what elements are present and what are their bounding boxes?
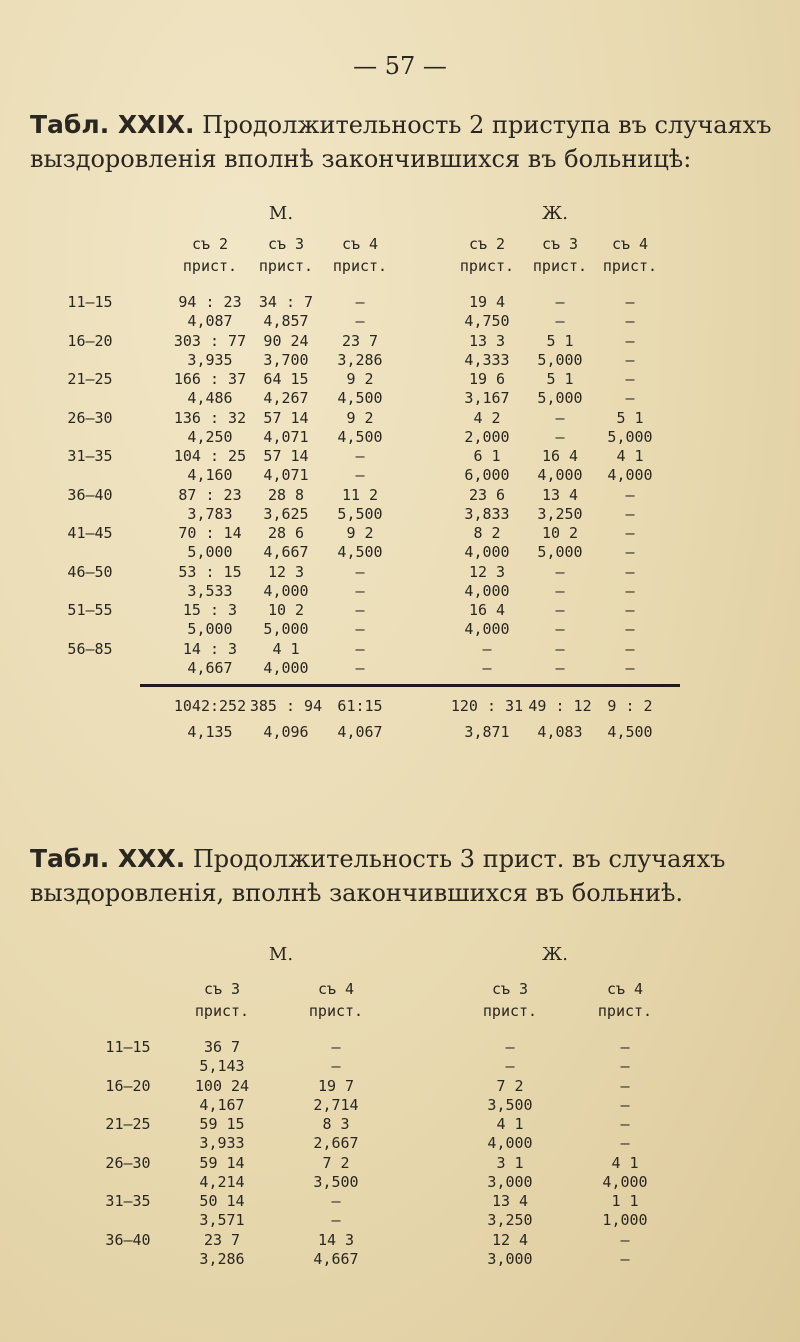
table-cell: — [355,466,365,484]
table-cell: 4,750 [464,312,510,330]
table-cell: 3,167 [464,389,510,407]
table-cell: 5,000 [263,620,309,638]
table-cell: 57 14 [263,408,309,427]
table-cell: 5,000 [537,543,583,561]
table-cell: 5,143 [199,1057,245,1075]
table-cell: — [620,1230,630,1249]
table-cell: 3,700 [263,350,309,369]
table-cell: 3,571 [199,1211,245,1229]
table-cell: — [620,1038,630,1056]
age-group-label: 51—55 [67,601,113,619]
table-cell: 4 2 [473,408,501,427]
table-cell: 4,087 [187,312,233,330]
table-cell: 4,000 [263,658,309,677]
total-cell: 61:15 [337,697,383,715]
table-cell: 3,250 [537,504,583,523]
table-cell: 36 7 [203,1038,241,1056]
table-cell: 23 7 [203,1230,241,1249]
column-header: прист. [194,1002,250,1020]
table-cell: 12 4 [491,1230,529,1249]
column-header: прист. [332,257,388,275]
table-cell: 53 : 15 [178,562,242,581]
table29-heading [30,108,790,176]
page-number: — 57 — [353,52,447,80]
table-cell: 5 1 [546,370,574,388]
table-cell: — [620,1134,630,1152]
table-cell: — [355,639,365,658]
table-cell: 4,667 [187,658,233,677]
table-cell: 64 15 [263,370,309,388]
table-cell: 6 1 [473,447,501,465]
column-header: съ 3 [491,980,529,998]
table-cell: 4,267 [263,389,309,407]
column-header: съ 4 [317,980,355,998]
table-cell: 4,667 [313,1249,359,1268]
table-cell: 4 1 [496,1115,524,1133]
table-cell: 4,857 [263,312,309,330]
average-cell: 4,500 [607,723,653,741]
table-cell: — [355,601,365,619]
table-cell: — [620,1115,630,1133]
table-cell: — [331,1211,341,1229]
table-cell: 28 6 [267,524,305,542]
table-cell: 28 8 [267,485,305,504]
table-cell: 23 7 [341,331,379,350]
table30-heading [30,842,790,910]
table-cell: 5 1 [546,331,574,350]
column-header: съ 3 [267,235,305,253]
table-cell: 5,500 [337,504,383,523]
table-cell: 12 3 [468,562,506,581]
table-cell: — [555,639,565,658]
table-cell: 34 : 7 [258,293,314,311]
table-cell: — [331,1038,341,1056]
table-cell: 4,071 [263,427,309,446]
table-cell: — [620,1249,630,1268]
table-cell: 8 3 [322,1115,350,1133]
table-cell: — [555,293,565,311]
age-group-label: 21—25 [67,370,113,388]
table-cell: 5,000 [537,350,583,369]
table-cell: — [355,293,365,311]
total-cell: 1042:252 [173,697,247,715]
table-cell: — [625,620,635,638]
table-cell: 13 3 [468,331,506,350]
table-cell: 3,935 [187,350,233,369]
table-cell: — [355,620,365,638]
age-group-label: 26—30 [67,408,113,427]
age-group-label: 21—25 [105,1115,151,1133]
average-cell: 4,067 [337,723,383,741]
table-cell: 5 1 [616,408,644,427]
table-cell: 14 3 [317,1230,355,1249]
table-cell: 4,000 [537,466,583,484]
total-cell: 49 : 12 [528,697,592,715]
table-cell: 136 : 32 [173,408,247,427]
table-cell: — [625,350,635,369]
table-cell: — [625,658,635,677]
table-cell: 3,625 [263,504,309,523]
column-header: съ 3 [541,235,579,253]
column-header: прист. [482,1002,538,1020]
table-cell: — [625,370,635,388]
table-cell: 59 15 [199,1115,245,1133]
average-cell: 3,871 [464,723,510,741]
table-cell: — [625,504,635,523]
table-cell: 2,714 [313,1095,359,1114]
column-header: съ 3 [203,980,241,998]
table-cell: 1 1 [611,1192,639,1210]
table-cell: 4,214 [199,1172,245,1191]
table-cell: 19 6 [468,370,506,388]
table-cell: — [482,658,492,677]
table-cell: 100 24 [194,1076,250,1095]
table-cell: 50 14 [199,1192,245,1210]
table-cell: — [555,408,565,427]
table-cell: 9 2 [346,370,374,388]
table-cell: — [505,1038,515,1056]
table-cell: 5,000 [537,389,583,407]
column-header: прист. [597,1002,653,1020]
table-cell: 9 2 [346,524,374,542]
table-cell: 70 : 14 [178,524,242,542]
table-cell: — [331,1057,341,1075]
age-group-label: 31—35 [67,447,113,465]
table-cell: — [625,331,635,350]
table-cell: — [555,562,565,581]
table-cell: 4,500 [337,389,383,407]
table-cell: 2,667 [313,1134,359,1152]
table30-label: Табл. XXX. [30,844,186,873]
table-cell: 303 : 77 [173,331,247,350]
table-cell: 19 4 [468,293,506,311]
table-cell: 57 14 [263,447,309,465]
table-cell: 3,286 [337,350,383,369]
total-cell: 9 : 2 [607,697,653,715]
table-cell: 16 4 [468,601,506,619]
table-cell: — [620,1076,630,1095]
total-cell: 120 : 31 [450,697,524,715]
table-cell: — [482,639,492,658]
table-cell: 7 2 [322,1153,350,1172]
table-cell: 3,533 [187,581,233,600]
age-group-label: 11—15 [105,1038,151,1056]
table-cell: — [355,581,365,600]
table-cell: 59 14 [199,1153,245,1172]
table-cell: — [555,620,565,638]
table-cell: 4,000 [607,466,653,484]
table29-label: Табл. XXIX. [30,110,195,139]
table-cell: 3,500 [487,1095,533,1114]
table-cell: 90 24 [263,331,309,350]
table-cell: — [625,389,635,407]
table-cell: 13 4 [491,1192,529,1210]
column-header: прист. [308,1002,364,1020]
table-cell: 3,783 [187,504,233,523]
table29-title-line1: Продолжительность 2 приступа въ случаяхъ [202,111,772,139]
table-cell: 4,486 [187,389,233,407]
table-cell: — [625,293,635,311]
table-cell: 4 1 [616,447,644,465]
table-cell: 104 : 25 [173,447,247,465]
table-cell: 16 4 [541,447,579,465]
table-cell: 4,000 [464,543,510,561]
age-group-label: 26—30 [105,1153,151,1172]
table-cell: — [355,447,365,465]
table-cell: 87 : 23 [178,485,242,504]
table30-title-line1: Продолжительность 3 прист. въ случаяхъ [192,845,726,873]
table29-title-line2: выздоровленія вполнѣ закончившихся въ больницѣ: [30,145,692,173]
gender-female-header: Ж. [542,203,568,224]
table-cell: — [625,581,635,600]
table-cell: — [555,601,565,619]
table-cell: 3,933 [199,1134,245,1152]
table-cell: 3,000 [487,1172,533,1191]
table-cell: — [355,658,365,677]
table-cell: 8 2 [473,524,501,542]
column-header: съ 4 [341,235,379,253]
age-group-label: 41—45 [67,524,113,542]
table-cell: — [620,1057,630,1075]
table-cell: 14 : 3 [182,639,238,658]
table-cell: — [355,562,365,581]
column-header: съ 2 [191,235,229,253]
table-cell: 3,500 [313,1172,359,1191]
table-cell: — [625,543,635,561]
table-cell: — [355,312,365,330]
table-cell: 4,500 [337,427,383,446]
average-cell: 4,096 [263,723,309,741]
age-group-label: 16—20 [105,1076,151,1095]
table-cell: 3,250 [487,1211,533,1229]
age-group-label: 56—85 [67,639,113,658]
table-cell: 4,000 [487,1134,533,1152]
table-cell: 4,000 [602,1172,648,1191]
table-cell: 4,333 [464,350,510,369]
table-cell: 3,833 [464,504,510,523]
column-header: прист. [459,257,515,275]
table-cell: 5,000 [187,543,233,561]
table-cell: 4,160 [187,466,233,484]
table-cell: — [620,1095,630,1114]
table-cell: 9 2 [346,408,374,427]
total-cell: 385 : 94 [249,697,323,715]
table-cell: 23 6 [468,485,506,504]
table-cell: 10 2 [541,524,579,542]
table-cell: 7 2 [496,1076,524,1095]
table-cell: 1,000 [602,1211,648,1229]
column-header: прист. [532,257,588,275]
table-cell: 94 : 23 [178,293,242,311]
table-cell: 166 : 37 [173,370,247,388]
age-group-label: 31—35 [105,1192,151,1210]
column-header: съ 2 [468,235,506,253]
table-cell: 3 1 [496,1153,524,1172]
table-cell: — [555,658,565,677]
table-cell: — [555,581,565,600]
table-cell: 4,000 [464,581,510,600]
age-group-label: 36—40 [67,485,113,504]
table-cell: 4,000 [263,581,309,600]
table-cell: 4 1 [272,639,300,658]
table-cell: 5,000 [607,427,653,446]
table-cell: — [625,562,635,581]
table30-title-line2: выздоровленія, вполнѣ закончившихся въ больниѣ. [30,879,684,907]
table29-total-rule [140,684,680,687]
table-cell: — [625,312,635,330]
table-cell: — [331,1192,341,1210]
table-cell: 4,500 [337,543,383,561]
column-header: прист. [602,257,658,275]
table-cell: — [555,427,565,446]
gender-male-header: М. [268,944,294,965]
age-group-label: 11—15 [67,293,113,311]
average-cell: 4,083 [537,723,583,741]
table-cell: — [625,639,635,658]
column-header: съ 4 [606,980,644,998]
table-cell: 12 3 [267,562,305,581]
table-cell: 3,286 [199,1249,245,1268]
table-cell: 6,000 [464,466,510,484]
age-group-label: 46—50 [67,562,113,581]
table-cell: 13 4 [541,485,579,504]
table-cell: 4,000 [464,620,510,638]
table-cell: 4,167 [199,1095,245,1114]
age-group-label: 36—40 [105,1230,151,1249]
gender-male-header: М. [268,203,294,224]
column-header: съ 4 [611,235,649,253]
table-cell: 2,000 [464,427,510,446]
table-cell: — [625,485,635,504]
table-cell: 3,000 [487,1249,533,1268]
table-cell: 4,250 [187,427,233,446]
table-cell: — [505,1057,515,1075]
table-cell: 11 2 [341,485,379,504]
average-cell: 4,135 [187,723,233,741]
age-group-label: 16—20 [67,331,113,350]
table-cell: 19 7 [317,1076,355,1095]
table-cell: — [625,524,635,542]
gender-female-header: Ж. [542,944,568,965]
table-cell: 5,000 [187,620,233,638]
table-cell: 15 : 3 [182,601,238,619]
column-header: прист. [182,257,238,275]
table-cell: — [555,312,565,330]
table-cell: — [625,601,635,619]
table-cell: 4,667 [263,543,309,561]
table-cell: 4 1 [611,1153,639,1172]
column-header: прист. [258,257,314,275]
table-cell: 10 2 [267,601,305,619]
table-cell: 4,071 [263,466,309,484]
